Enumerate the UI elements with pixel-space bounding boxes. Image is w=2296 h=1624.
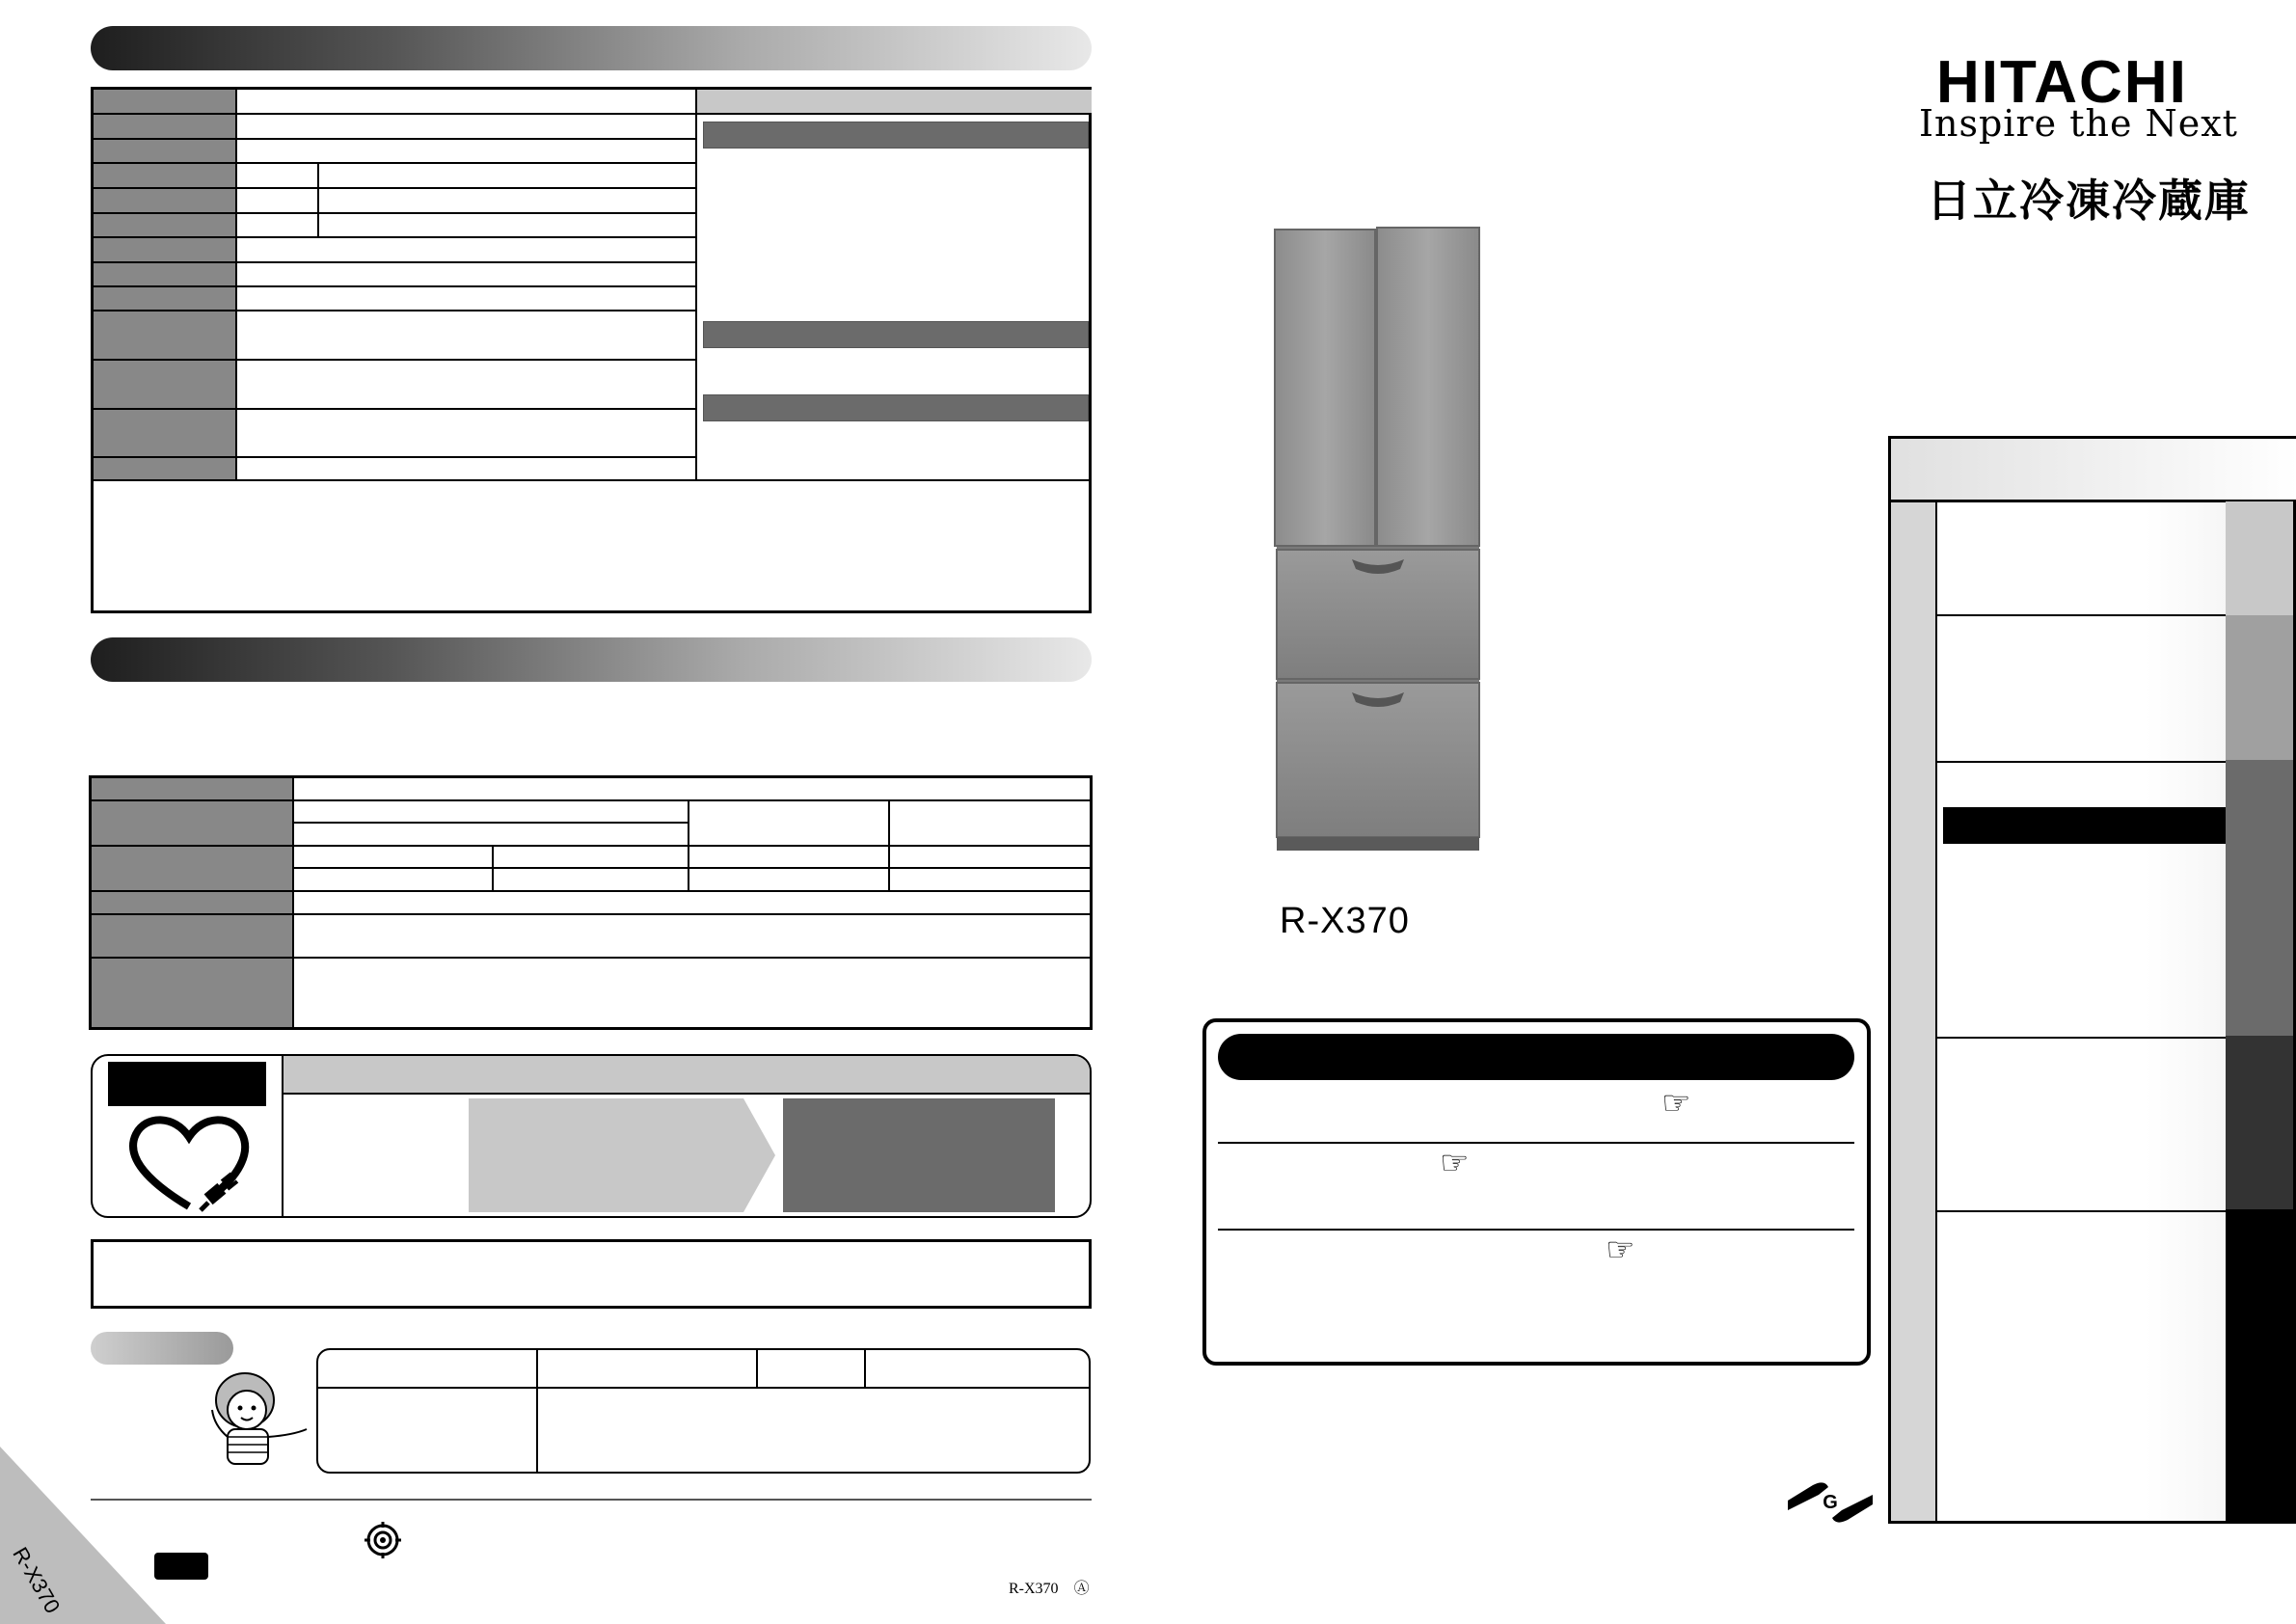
- specifications-table: [91, 87, 1092, 613]
- important-row-divider: [1218, 1142, 1854, 1144]
- index-tab-3[interactable]: [2226, 760, 2293, 1036]
- footer-divider: [91, 1499, 1092, 1501]
- spec-col-divider: [317, 162, 319, 236]
- heart-plug-icon: [122, 1110, 257, 1216]
- index-header: [1891, 439, 2296, 502]
- corner-model-label: R-X370: [8, 1543, 66, 1618]
- spec-row-divider: [94, 138, 696, 140]
- contact-row-divider: [318, 1387, 1089, 1389]
- install-row-divider: [92, 890, 1090, 892]
- section-banner-installation: [91, 637, 1092, 682]
- spec-col-divider: [235, 90, 237, 480]
- installation-label-column: [92, 778, 292, 1027]
- spec-row-divider: [94, 456, 696, 458]
- index-tab-1[interactable]: [2226, 501, 2293, 615]
- install-row-divider: [92, 913, 1090, 915]
- recycle-step-arrow: [469, 1098, 775, 1212]
- index-tab-4[interactable]: [2226, 1036, 2293, 1209]
- index-tab-2[interactable]: [2226, 615, 2293, 760]
- install-row-divider: [92, 845, 1090, 847]
- spec-row-divider: [94, 162, 696, 164]
- index-left-strip: [1891, 502, 1937, 1521]
- spec-right-heading-3: [703, 394, 1089, 421]
- spec-right-heading-1: [703, 122, 1089, 149]
- important-row-divider: [1218, 1229, 1854, 1231]
- recycling-box: [91, 1054, 1092, 1218]
- spec-row-divider: [94, 212, 696, 214]
- advisor-character: [199, 1367, 312, 1472]
- spec-col-divider: [695, 90, 697, 480]
- brand-tagline: Inspire the Next: [1919, 102, 2238, 145]
- install-col-divider: [688, 799, 689, 890]
- contact-col-divider: [536, 1350, 538, 1472]
- model-number: R-X370: [1280, 901, 1410, 941]
- pointer-icon: ☞: [1661, 1084, 1691, 1123]
- spec-row-divider: [94, 236, 696, 238]
- spec-row-divider: [94, 408, 696, 410]
- hands-g-icon: [1786, 1472, 1875, 1531]
- spec-row-divider: [94, 310, 696, 311]
- install-col-divider: [888, 799, 890, 890]
- refrigerator-image: [1271, 224, 1485, 856]
- document-code-mark: Ⓐ: [1073, 1581, 1090, 1597]
- spec-row-divider: [94, 479, 1092, 481]
- contact-col-divider: [864, 1350, 866, 1387]
- pointer-icon: ☞: [1606, 1231, 1635, 1269]
- important-notice-header: [1218, 1034, 1854, 1080]
- install-col-divider: [492, 845, 494, 890]
- brand-logo: HITACHI: [1936, 49, 2188, 116]
- notes-box: [91, 1239, 1092, 1309]
- spec-row-divider: [94, 113, 696, 115]
- recycle-mark: [122, 1110, 257, 1216]
- recycle-label-bar: [108, 1062, 266, 1106]
- install-row-divider: [92, 957, 1090, 959]
- index-highlight-bar: [1943, 807, 2228, 844]
- recycle-step-result: [783, 1098, 1055, 1212]
- install-col-divider: [292, 778, 294, 1027]
- document-code: [1009, 1576, 1090, 1598]
- corner-tab: [0, 1447, 166, 1624]
- svg-text:G: G: [1823, 1492, 1838, 1513]
- install-row-divider: [292, 822, 688, 824]
- document-code-text: R-X370: [1009, 1581, 1059, 1597]
- installation-table: [89, 775, 1093, 1030]
- spec-header-right: [696, 90, 1092, 115]
- advice-label-pill: [91, 1332, 233, 1365]
- spec-row-divider: [94, 187, 696, 189]
- contact-col-divider: [756, 1350, 758, 1387]
- spec-row-divider: [94, 359, 696, 361]
- important-notice-box: [1202, 1018, 1871, 1366]
- section-banner-specifications: [91, 26, 1092, 70]
- spec-row-divider: [94, 285, 696, 287]
- pointer-icon: ☞: [1440, 1144, 1470, 1182]
- spec-right-heading-2: [703, 321, 1089, 348]
- recycle-header: [284, 1056, 1092, 1095]
- product-title: 日立冷凍冷蔵庫: [1927, 175, 2251, 227]
- install-row-divider: [292, 867, 1090, 869]
- target-icon: [365, 1522, 401, 1558]
- install-row-divider: [92, 799, 1090, 801]
- contact-table: [316, 1348, 1091, 1474]
- index-tab-5[interactable]: [2226, 1209, 2293, 1521]
- spec-row-divider: [94, 261, 696, 263]
